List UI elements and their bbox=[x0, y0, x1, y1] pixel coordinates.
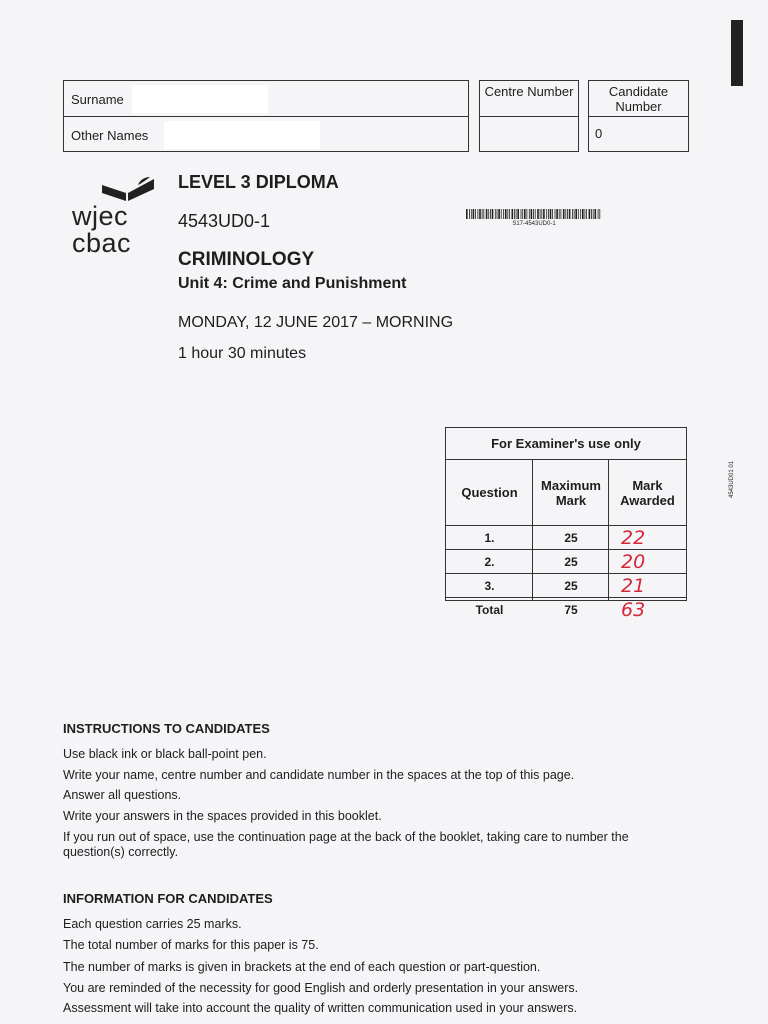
barcode-bar bbox=[563, 209, 565, 219]
barcode-bar bbox=[537, 209, 539, 219]
barcode-bar bbox=[521, 209, 522, 219]
other-names-label: Other Names bbox=[71, 128, 149, 143]
centre-number-field[interactable] bbox=[480, 117, 578, 126]
instruction-line: If you run out of space, use the continuation page at the back of the booklet, taking care to number the question(s) correctly. bbox=[63, 830, 629, 859]
instruction-line: Use black ink or black ball-point pen. bbox=[63, 747, 267, 761]
centre-number-label: Centre Number bbox=[480, 81, 578, 117]
barcode-bar bbox=[561, 209, 562, 219]
barcode-bar bbox=[522, 209, 523, 219]
barcode-bar bbox=[599, 209, 600, 219]
barcode-bar bbox=[555, 209, 556, 219]
exam-date: MONDAY, 12 JUNE 2017 – MORNING bbox=[178, 314, 454, 331]
row-question: Total bbox=[475, 603, 504, 617]
examiner-table bbox=[445, 427, 687, 621]
barcode-bar bbox=[548, 209, 549, 219]
barcode-bar bbox=[580, 209, 581, 219]
header-mark-awarded: Mark Awarded bbox=[609, 460, 686, 526]
row-question: 1. bbox=[446, 526, 533, 550]
barcode-bar bbox=[567, 209, 568, 219]
barcode-bar bbox=[574, 209, 575, 219]
barcode-bar bbox=[546, 209, 547, 219]
barcode-bar bbox=[469, 209, 470, 219]
qualification-level: LEVEL 3 DIPLOMA bbox=[178, 172, 339, 192]
barcode-bar bbox=[575, 209, 577, 219]
barcode-bar bbox=[466, 209, 468, 219]
surname-label: Surname bbox=[71, 92, 124, 107]
centre-number-box bbox=[479, 80, 579, 152]
barcode-bar bbox=[540, 209, 541, 219]
barcode-bar bbox=[556, 209, 558, 219]
barcode-bar bbox=[586, 209, 587, 219]
barcode-bar bbox=[495, 209, 496, 219]
header-question: Question bbox=[446, 460, 533, 526]
barcode-bar bbox=[498, 209, 500, 219]
logo-line1: wjec bbox=[72, 201, 129, 231]
barcode-bar bbox=[482, 209, 483, 219]
row-max-mark: 25 bbox=[533, 574, 609, 598]
row-awarded-mark: 63 bbox=[621, 599, 646, 621]
barcode-bar bbox=[565, 209, 566, 219]
instruction-line: Write your name, centre number and candidate number in the spaces at the top of this page. bbox=[63, 768, 575, 782]
registration-mark bbox=[731, 20, 743, 86]
candidate-number-box bbox=[588, 80, 689, 152]
information-line: You are reminded of the necessity for good English and orderly presentation in your answers. bbox=[63, 981, 579, 995]
barcode-bar bbox=[595, 209, 597, 219]
candidate-name-box bbox=[63, 80, 469, 152]
barcode-bar bbox=[490, 209, 491, 219]
barcode-bar bbox=[552, 209, 553, 219]
barcode-bar bbox=[473, 209, 475, 219]
barcode-bar bbox=[598, 209, 599, 219]
information-line: Assessment will take into account the quality of written communication used in your answers. bbox=[63, 1001, 578, 1015]
barcode-bar bbox=[529, 209, 530, 219]
subject-title: CRIMINOLOGY bbox=[178, 249, 315, 270]
barcode-bar bbox=[524, 209, 526, 219]
instruction-line: Write your answers in the spaces provided in this booklet. bbox=[63, 809, 382, 823]
unit-title: Unit 4: Crime and Punishment bbox=[178, 275, 407, 292]
barcode-bar bbox=[501, 209, 502, 219]
row-awarded-mark: 22 bbox=[609, 526, 686, 550]
other-names-field[interactable] bbox=[164, 121, 320, 149]
information-title: INFORMATION FOR CANDIDATES bbox=[63, 891, 273, 906]
information-line: The total number of marks for this paper is 75. bbox=[63, 938, 319, 952]
row-max-mark: 25 bbox=[533, 526, 609, 550]
barcode-bar bbox=[512, 209, 514, 219]
barcode-bar bbox=[509, 209, 510, 219]
row-max-mark: 25 bbox=[533, 550, 609, 574]
barcode-bar bbox=[531, 209, 533, 219]
information-line: Each question carries 25 marks. bbox=[63, 917, 242, 931]
barcode-bar bbox=[505, 209, 507, 219]
barcode-bar bbox=[478, 209, 479, 219]
barcode-bar bbox=[488, 209, 489, 219]
examiner-table-title: For Examiner's use only bbox=[446, 428, 686, 460]
barcode-bar bbox=[486, 209, 488, 219]
barcode-bar bbox=[533, 209, 534, 219]
barcode-bar bbox=[572, 209, 573, 219]
row-awarded-mark: 21 bbox=[609, 574, 686, 598]
side-code: 4543UD01 01 bbox=[729, 460, 735, 498]
barcode-bar bbox=[517, 209, 519, 219]
barcode-bar bbox=[591, 209, 592, 219]
row-max-mark: 75 bbox=[564, 603, 578, 617]
book-icon bbox=[100, 175, 156, 201]
barcode-bar bbox=[483, 209, 484, 219]
barcode-bar bbox=[527, 209, 528, 219]
row-awarded-mark: 20 bbox=[609, 550, 686, 574]
surname-row bbox=[64, 81, 468, 117]
barcode-bar bbox=[503, 209, 504, 219]
surname-field[interactable] bbox=[132, 85, 268, 113]
barcode-bar bbox=[559, 209, 560, 219]
barcode-bar bbox=[550, 209, 552, 219]
row-question: 3. bbox=[446, 574, 533, 598]
barcode-bar bbox=[492, 209, 494, 219]
barcode-bar bbox=[479, 209, 481, 219]
other-names-row bbox=[64, 117, 468, 153]
barcode-bar bbox=[514, 209, 515, 219]
barcode-bar bbox=[497, 209, 498, 219]
barcode-text: S17-4543UD0-1 bbox=[512, 221, 556, 227]
candidate-number-field[interactable]: 0 bbox=[595, 126, 603, 141]
barcode-bar bbox=[585, 209, 586, 219]
wjec-cbac-logo bbox=[72, 175, 162, 265]
header-maximum-mark: Maximum Mark bbox=[533, 460, 609, 526]
barcode-bar bbox=[543, 209, 545, 219]
barcode-bar bbox=[578, 209, 579, 219]
barcode-bar bbox=[475, 209, 476, 219]
row-question: 2. bbox=[446, 550, 533, 574]
row-spacer bbox=[446, 574, 533, 598]
barcode-bar bbox=[589, 209, 591, 219]
barcode-bar bbox=[593, 209, 594, 219]
exam-duration: 1 hour 30 minutes bbox=[178, 345, 307, 362]
instruction-line: Answer all questions. bbox=[63, 788, 182, 802]
barcode-bar bbox=[535, 209, 536, 219]
instructions-title: INSTRUCTIONS TO CANDIDATES bbox=[63, 721, 270, 736]
barcode-bar bbox=[569, 209, 571, 219]
barcode-image bbox=[466, 209, 602, 219]
barcode-bar bbox=[471, 209, 472, 219]
logo-line2: cbac bbox=[72, 228, 132, 258]
paper-code: 4543UD0-1 bbox=[178, 211, 271, 231]
barcode-bar bbox=[582, 209, 584, 219]
candidate-number-label: Candidate Number bbox=[589, 81, 688, 117]
barcode-bar bbox=[507, 209, 508, 219]
information-line: The number of marks is given in brackets at the end of each question or part-question. bbox=[63, 960, 541, 974]
barcode-bar bbox=[516, 209, 517, 219]
barcode-bar bbox=[541, 209, 542, 219]
